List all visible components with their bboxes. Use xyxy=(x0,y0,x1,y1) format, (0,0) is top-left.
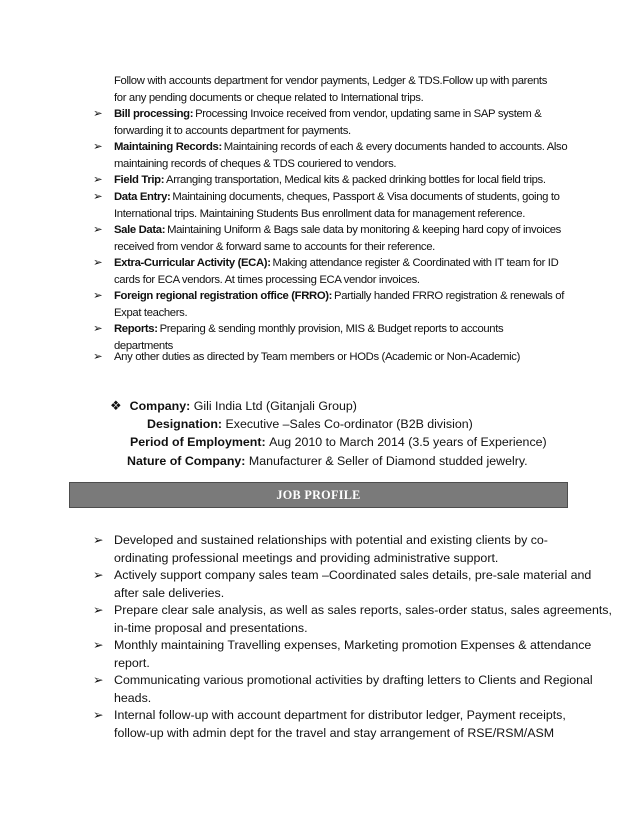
item-label: Reports: xyxy=(114,323,158,335)
list-item-other-duties xyxy=(93,349,593,366)
designation-value: Executive –Sales Co-ordinator (B2B division) xyxy=(225,417,473,431)
item-text: ordinating professional meetings and providing administrative support. xyxy=(114,550,499,565)
list-item-data-entry xyxy=(93,189,593,222)
list-item xyxy=(93,532,569,567)
item-text: Any other duties as directed by Team members or HODs (Academic or Non-Academic) xyxy=(114,351,520,363)
job-profile-heading-bar xyxy=(69,482,568,508)
item-text: Monthly maintaining Travelling expenses, Marketing promotion Expenses & attendance xyxy=(114,638,592,652)
nature-label: Nature of Company: xyxy=(127,454,246,468)
company-row xyxy=(110,397,357,416)
item-label: Extra-Curricular Activity (ECA): xyxy=(114,257,271,269)
diamond-bullet-icon: ❖ xyxy=(110,398,122,413)
arrow-bullet-icon: ➢ xyxy=(93,533,104,547)
item-text: Maintaining documents, cheques, Passport & Visa documents of students, going to xyxy=(172,191,560,203)
list-item-eca xyxy=(93,255,593,288)
continuation-line: for any pending documents or cheque related to International trips. xyxy=(114,92,424,104)
period-value: Aug 2010 to March 2014 (3.5 years of Experience) xyxy=(269,435,547,449)
list-item xyxy=(93,672,593,707)
designation-label: Designation: xyxy=(147,417,223,431)
item-text: after sale deliveries. xyxy=(114,585,225,600)
list-item xyxy=(93,602,612,637)
item-text: Maintaining records of each & every documents handed to accounts. Also xyxy=(223,141,568,153)
item-text: forwarding it to accounts department for payments. xyxy=(114,124,351,137)
item-label: Foreign regional registration office (FRRO): xyxy=(114,290,333,302)
item-text: Maintaining Uniform & Bags sale data by monitoring & keeping hard copy of invoices xyxy=(167,224,561,236)
item-text: in-time proposal and presentations. xyxy=(114,620,308,635)
item-text: maintaining records of cheques & TDS couriered to vendors. xyxy=(114,157,397,170)
list-item xyxy=(93,707,569,742)
arrow-bullet-icon: ➢ xyxy=(93,673,104,687)
period-label: Period of Employment: xyxy=(130,435,266,449)
arrow-bullet-icon: ➢ xyxy=(93,290,103,302)
arrow-bullet-icon: ➢ xyxy=(93,351,103,363)
item-text: Making attendance register & Coordinated with IT team for ID xyxy=(272,257,559,269)
company-label: Company: xyxy=(129,399,191,413)
period-row xyxy=(130,434,547,452)
item-text: received from vendor & forward same to accounts for their reference. xyxy=(114,240,435,253)
arrow-bullet-icon: ➢ xyxy=(93,174,103,186)
item-text: Arranging transportation, Medical kits & packed drinking bottles for local field trips. xyxy=(166,174,546,186)
list-item-frro xyxy=(93,288,593,321)
item-text: Processing Invoice received from vendor, updating same in SAP system & xyxy=(195,108,542,120)
arrow-bullet-icon: ➢ xyxy=(93,323,103,335)
arrow-bullet-icon: ➢ xyxy=(93,141,103,153)
list-item-maintaining-records xyxy=(93,139,593,172)
nature-value: Manufacturer & Seller of Diamond studded jewelry. xyxy=(248,454,528,468)
list-item xyxy=(93,637,592,672)
list-item-sale-data xyxy=(93,222,593,255)
arrow-bullet-icon: ➢ xyxy=(93,191,103,203)
item-text: Preparing & sending monthly provision, MIS & Budget reports to accounts xyxy=(159,323,504,335)
item-label: Sale Data: xyxy=(114,224,166,236)
company-value: Gili India Ltd (Gitanjali Group) xyxy=(193,399,357,413)
item-text: International trips. Maintaining Students Bus enrollment data for management reference. xyxy=(114,207,526,220)
item-text: Developed and sustained relationships with potential and existing clients by co- xyxy=(114,533,548,547)
list-item xyxy=(93,567,592,602)
item-text: departments xyxy=(114,339,173,352)
arrow-bullet-icon: ➢ xyxy=(93,568,104,582)
item-text: Communicating various promotional activities by drafting letters to Clients and Regional xyxy=(114,673,593,687)
item-text: Partially handed FRRO registration & renewals of xyxy=(334,290,564,302)
item-text: Actively support company sales team –Coordinated sales details, pre-sale material and xyxy=(114,568,592,582)
item-label: Data Entry: xyxy=(114,191,171,203)
nature-row xyxy=(127,453,528,471)
arrow-bullet-icon: ➢ xyxy=(93,224,103,236)
item-text: report. xyxy=(114,655,150,670)
item-text: Prepare clear sale analysis, as well as sales reports, sales-order status, sales agreements, xyxy=(114,603,612,617)
list-item-field-trip xyxy=(93,172,593,189)
arrow-bullet-icon: ➢ xyxy=(93,603,104,617)
item-label: Maintaining Records: xyxy=(114,141,222,153)
item-label: Bill processing: xyxy=(114,108,194,120)
arrow-bullet-icon: ➢ xyxy=(93,708,104,722)
item-text: cards for ECA vendors. At times processing ECA vendor invoices. xyxy=(114,273,420,286)
item-text: follow-up with admin dept for the travel and stay arrangement of RSE/RSM/ASM xyxy=(114,725,555,740)
item-label: Field Trip: xyxy=(114,174,165,186)
arrow-bullet-icon: ➢ xyxy=(93,638,104,652)
designation-row xyxy=(147,416,473,434)
arrow-bullet-icon: ➢ xyxy=(93,257,103,269)
arrow-bullet-icon: ➢ xyxy=(93,108,103,120)
list-item-bill-processing xyxy=(93,106,593,139)
job-profile-heading: JOB PROFILE xyxy=(276,487,361,502)
item-text: heads. xyxy=(114,690,152,705)
continuation-line: Follow with accounts department for vendor payments, Ledger & TDS.Follow up with parents xyxy=(114,75,548,87)
item-text: Internal follow-up with account department for distributor ledger, Payment receipts, xyxy=(114,708,566,722)
item-text: Expat teachers. xyxy=(114,306,188,319)
